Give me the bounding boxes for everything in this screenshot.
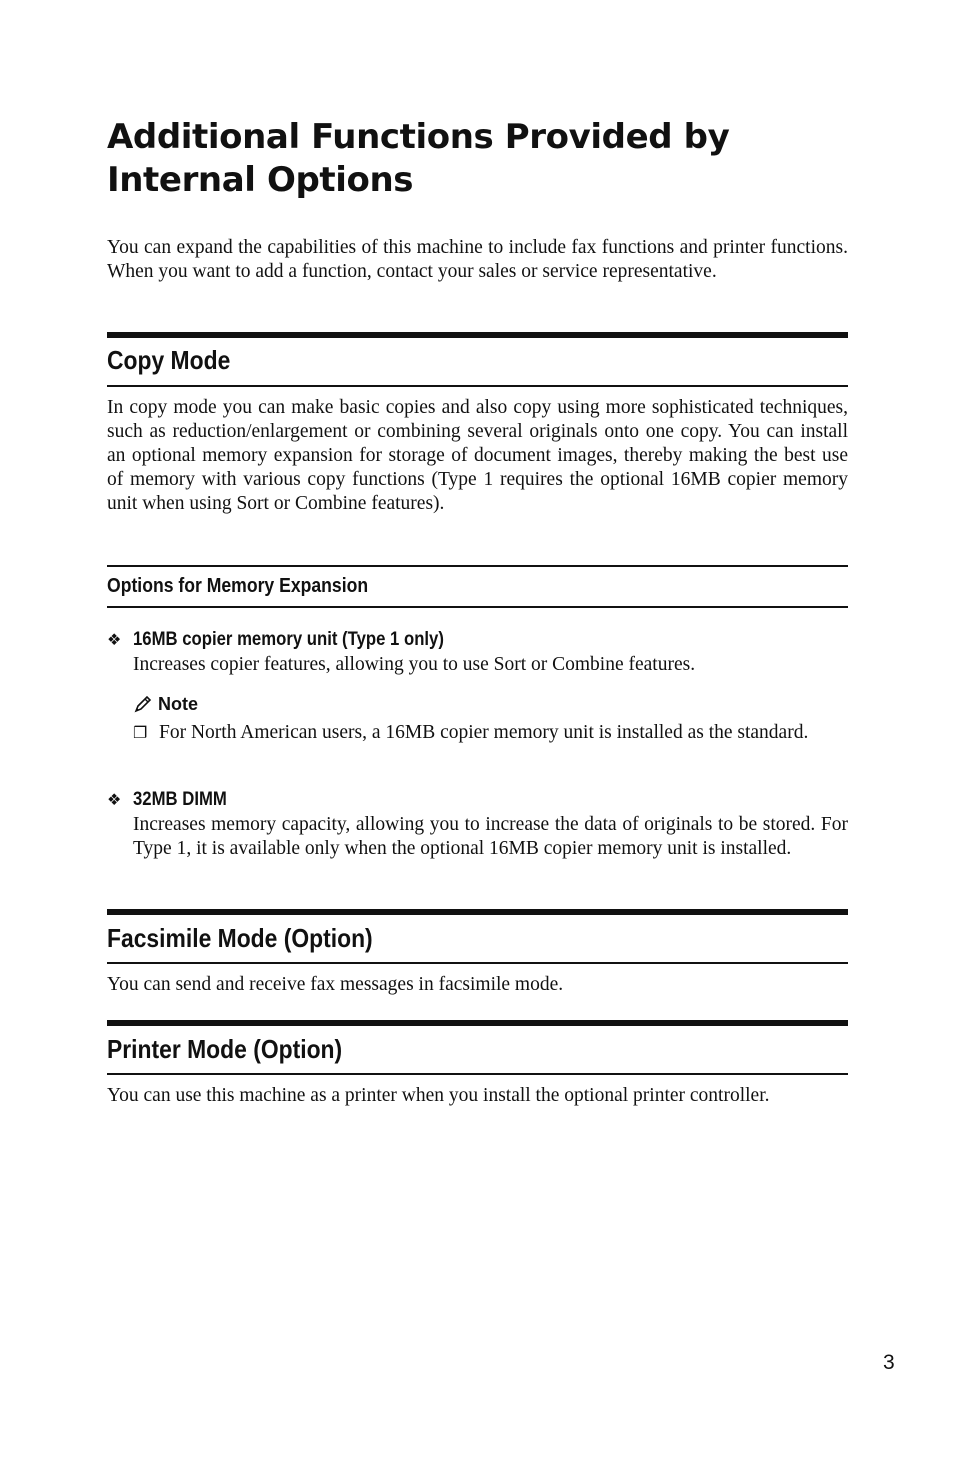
section-rule-bottom xyxy=(107,1073,848,1075)
diamond-bullet-icon: ❖ xyxy=(107,790,122,809)
option-item-text: Increases copier features, allowing you to use Sort or Combine features. xyxy=(133,654,696,675)
note-text: For North American users, a 16MB copier memory unit is installed as the standard. xyxy=(159,722,809,743)
option-item-title: ❖ 16MB copier memory unit (Type 1 only) xyxy=(107,629,444,650)
facsimile-mode-paragraph: You can send and receive fax messages in facsimile mode. xyxy=(107,974,564,995)
facsimile-mode-heading: Facsimile Mode (Option) xyxy=(107,923,373,953)
note-item xyxy=(133,721,848,745)
pencil-note-icon xyxy=(133,694,153,714)
options-heading: Options for Memory Expansion xyxy=(107,575,369,597)
option-item-text: Increases memory capacity, allowing you to increase the data of originals to be stored. For Type 1, it is available only when the optional 16MB copier memory unit is installed. xyxy=(133,814,848,859)
section-rule-top xyxy=(107,332,848,338)
diamond-bullet-icon: ❖ xyxy=(107,630,122,649)
page-number: 3 xyxy=(883,1351,895,1374)
section-rule-bottom xyxy=(107,962,848,964)
page-title: Additional Functions Provided by Internal Options xyxy=(107,117,730,200)
copy-mode-paragraph: In copy mode you can make basic copies and also copy using more sophisticated techniques, such as reduction/enlargement or combining several originals onto one copy. You can install an optional memory expansion for storage of document images, thereby making the best use of memory with various copy functions (Type 1 requires the optional 16MB copier memory unit when using Sort or Combine features). xyxy=(107,397,848,514)
copy-mode-heading: Copy Mode xyxy=(107,345,231,375)
intro-paragraph: You can expand the capabilities of this machine to include fax functions and printer functions. When you want to add a function, contact your sales or service representative. xyxy=(107,237,848,282)
printer-mode-paragraph: You can use this machine as a printer when you install the optional printer controller. xyxy=(107,1085,770,1106)
section-rule-bottom xyxy=(107,385,848,387)
note-heading: Note xyxy=(133,693,198,715)
option-item-title: ❖ 32MB DIMM xyxy=(107,789,227,810)
printer-mode-heading: Printer Mode (Option) xyxy=(107,1034,343,1064)
subsection-rule-top xyxy=(107,565,848,567)
section-rule-top xyxy=(107,1020,848,1026)
section-rule-top xyxy=(107,909,848,915)
subsection-rule-bottom xyxy=(107,606,848,608)
checkbox-bullet-icon: ❐ xyxy=(133,723,148,742)
